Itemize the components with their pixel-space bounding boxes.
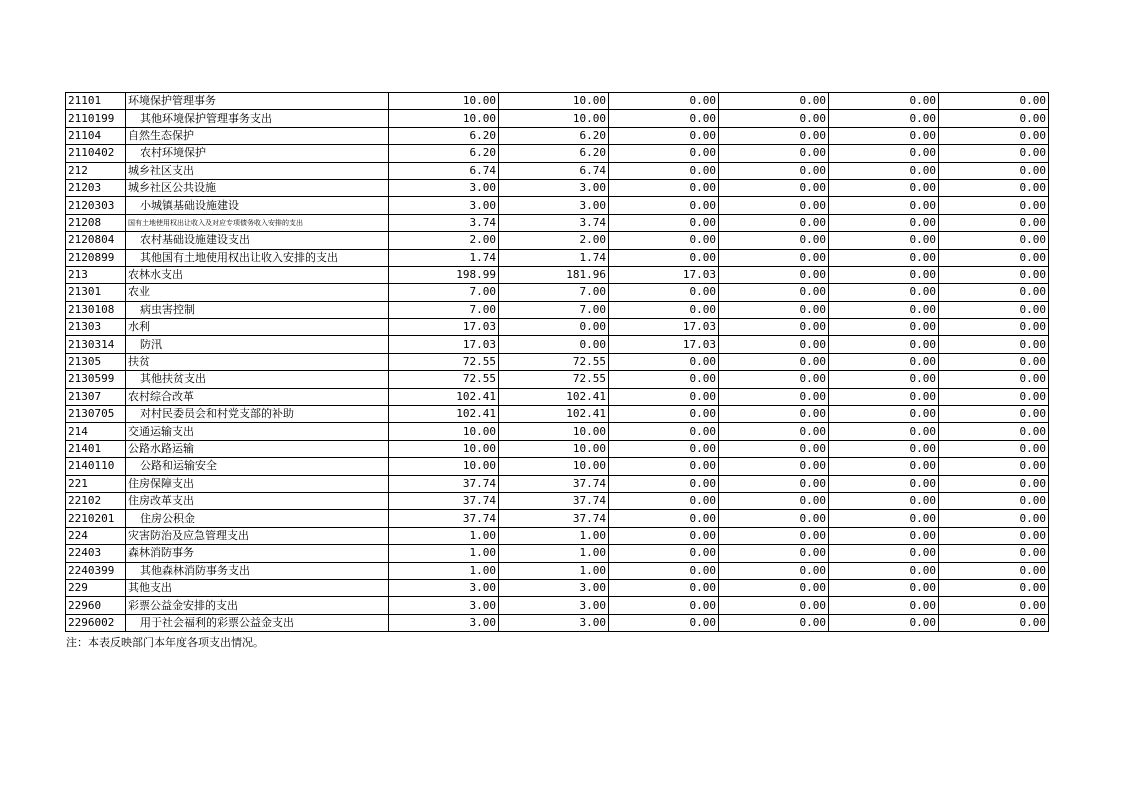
row-value-1: 3.00 — [389, 614, 499, 631]
row-name: 农村环境保护 — [126, 145, 389, 162]
row-value-5: 0.00 — [829, 614, 939, 631]
table-row — [66, 423, 1049, 440]
row-value-3: 0.00 — [609, 249, 719, 266]
row-value-6: 0.00 — [939, 197, 1049, 214]
table-row — [66, 458, 1049, 475]
row-value-2: 0.00 — [499, 336, 609, 353]
row-value-1: 1.00 — [389, 562, 499, 579]
row-value-3: 0.00 — [609, 579, 719, 596]
row-value-5: 0.00 — [829, 371, 939, 388]
row-code: 229 — [66, 579, 126, 596]
row-value-2: 1.00 — [499, 562, 609, 579]
row-value-2: 10.00 — [499, 93, 609, 110]
table-row — [66, 527, 1049, 544]
row-value-5: 0.00 — [829, 423, 939, 440]
row-name: 其他支出 — [126, 579, 389, 596]
row-value-3: 0.00 — [609, 527, 719, 544]
row-value-1: 10.00 — [389, 93, 499, 110]
row-value-1: 10.00 — [389, 110, 499, 127]
row-name: 农业 — [126, 284, 389, 301]
row-value-6: 0.00 — [939, 388, 1049, 405]
row-value-4: 0.00 — [719, 162, 829, 179]
row-value-6: 0.00 — [939, 492, 1049, 509]
row-value-1: 1.00 — [389, 527, 499, 544]
row-value-5: 0.00 — [829, 527, 939, 544]
row-value-5: 0.00 — [829, 249, 939, 266]
row-value-3: 0.00 — [609, 284, 719, 301]
row-code: 2120899 — [66, 249, 126, 266]
row-code: 2130108 — [66, 301, 126, 318]
row-value-1: 37.74 — [389, 475, 499, 492]
row-value-1: 7.00 — [389, 284, 499, 301]
row-name: 扶贫 — [126, 353, 389, 370]
row-value-4: 0.00 — [719, 562, 829, 579]
row-value-2: 3.00 — [499, 179, 609, 196]
row-name: 农村基础设施建设支出 — [126, 232, 389, 249]
row-value-1: 102.41 — [389, 388, 499, 405]
row-code: 2110199 — [66, 110, 126, 127]
row-value-1: 7.00 — [389, 301, 499, 318]
row-value-6: 0.00 — [939, 301, 1049, 318]
table-row — [66, 93, 1049, 110]
row-value-4: 0.00 — [719, 214, 829, 231]
row-value-5: 0.00 — [829, 232, 939, 249]
row-name: 城乡社区支出 — [126, 162, 389, 179]
expenditure-table — [65, 92, 1049, 632]
row-code: 2130705 — [66, 406, 126, 423]
row-value-5: 0.00 — [829, 162, 939, 179]
row-value-1: 37.74 — [389, 510, 499, 527]
row-value-1: 17.03 — [389, 336, 499, 353]
row-code: 2210201 — [66, 510, 126, 527]
row-name: 交通运输支出 — [126, 423, 389, 440]
row-value-5: 0.00 — [829, 93, 939, 110]
row-code: 21208 — [66, 214, 126, 231]
table-row — [66, 475, 1049, 492]
row-value-3: 0.00 — [609, 406, 719, 423]
table-row — [66, 545, 1049, 562]
row-name: 对村民委员会和村党支部的补助 — [126, 406, 389, 423]
table-body — [66, 93, 1049, 632]
row-value-2: 37.74 — [499, 510, 609, 527]
row-value-1: 6.20 — [389, 127, 499, 144]
row-value-5: 0.00 — [829, 214, 939, 231]
row-code: 21301 — [66, 284, 126, 301]
row-value-4: 0.00 — [719, 458, 829, 475]
row-value-6: 0.00 — [939, 579, 1049, 596]
row-value-4: 0.00 — [719, 353, 829, 370]
row-value-5: 0.00 — [829, 284, 939, 301]
row-value-3: 0.00 — [609, 458, 719, 475]
row-value-6: 0.00 — [939, 406, 1049, 423]
row-value-4: 0.00 — [719, 93, 829, 110]
row-value-5: 0.00 — [829, 440, 939, 457]
row-name: 用于社会福利的彩票公益金支出 — [126, 614, 389, 631]
row-name: 森林消防事务 — [126, 545, 389, 562]
table-row — [66, 336, 1049, 353]
row-value-6: 0.00 — [939, 232, 1049, 249]
row-value-3: 0.00 — [609, 145, 719, 162]
row-value-2: 6.20 — [499, 127, 609, 144]
row-value-2: 6.74 — [499, 162, 609, 179]
row-value-3: 0.00 — [609, 440, 719, 457]
row-value-2: 10.00 — [499, 110, 609, 127]
row-value-1: 72.55 — [389, 353, 499, 370]
row-value-6: 0.00 — [939, 214, 1049, 231]
row-value-6: 0.00 — [939, 597, 1049, 614]
row-value-1: 3.00 — [389, 197, 499, 214]
row-code: 214 — [66, 423, 126, 440]
row-value-1: 10.00 — [389, 440, 499, 457]
table-row — [66, 145, 1049, 162]
row-value-6: 0.00 — [939, 527, 1049, 544]
row-value-4: 0.00 — [719, 301, 829, 318]
row-value-3: 0.00 — [609, 423, 719, 440]
row-code: 2296002 — [66, 614, 126, 631]
row-value-2: 10.00 — [499, 423, 609, 440]
row-value-5: 0.00 — [829, 179, 939, 196]
row-value-4: 0.00 — [719, 440, 829, 457]
row-value-4: 0.00 — [719, 284, 829, 301]
row-name: 病虫害控制 — [126, 301, 389, 318]
row-code: 21303 — [66, 319, 126, 336]
table-row — [66, 353, 1049, 370]
table-row — [66, 406, 1049, 423]
row-value-3: 0.00 — [609, 510, 719, 527]
row-value-5: 0.00 — [829, 266, 939, 283]
row-name: 公路水路运输 — [126, 440, 389, 457]
row-name: 自然生态保护 — [126, 127, 389, 144]
row-value-1: 37.74 — [389, 492, 499, 509]
table-row — [66, 492, 1049, 509]
row-value-1: 1.00 — [389, 545, 499, 562]
row-name: 其他森林消防事务支出 — [126, 562, 389, 579]
row-value-3: 0.00 — [609, 353, 719, 370]
row-code: 2140110 — [66, 458, 126, 475]
row-value-6: 0.00 — [939, 336, 1049, 353]
row-code: 224 — [66, 527, 126, 544]
table-row — [66, 284, 1049, 301]
row-value-5: 0.00 — [829, 301, 939, 318]
row-code: 22102 — [66, 492, 126, 509]
table-row — [66, 510, 1049, 527]
row-value-5: 0.00 — [829, 353, 939, 370]
row-code: 2110402 — [66, 145, 126, 162]
row-value-3: 17.03 — [609, 319, 719, 336]
row-name: 小城镇基础设施建设 — [126, 197, 389, 214]
row-name: 城乡社区公共设施 — [126, 179, 389, 196]
row-value-1: 2.00 — [389, 232, 499, 249]
row-value-3: 0.00 — [609, 301, 719, 318]
row-value-5: 0.00 — [829, 545, 939, 562]
row-value-3: 0.00 — [609, 545, 719, 562]
row-value-6: 0.00 — [939, 353, 1049, 370]
row-code: 21104 — [66, 127, 126, 144]
table-row — [66, 127, 1049, 144]
row-value-6: 0.00 — [939, 93, 1049, 110]
table-row — [66, 214, 1049, 231]
row-name: 农林水支出 — [126, 266, 389, 283]
row-value-5: 0.00 — [829, 110, 939, 127]
row-value-6: 0.00 — [939, 145, 1049, 162]
row-value-4: 0.00 — [719, 110, 829, 127]
row-value-2: 10.00 — [499, 458, 609, 475]
row-value-3: 0.00 — [609, 562, 719, 579]
row-name: 公路和运输安全 — [126, 458, 389, 475]
row-value-5: 0.00 — [829, 458, 939, 475]
row-value-2: 72.55 — [499, 353, 609, 370]
row-value-6: 0.00 — [939, 266, 1049, 283]
table-row — [66, 197, 1049, 214]
table-row — [66, 371, 1049, 388]
row-value-3: 0.00 — [609, 162, 719, 179]
row-value-5: 0.00 — [829, 562, 939, 579]
row-value-3: 0.00 — [609, 388, 719, 405]
row-value-1: 10.00 — [389, 423, 499, 440]
row-value-5: 0.00 — [829, 579, 939, 596]
row-value-1: 6.20 — [389, 145, 499, 162]
table-row — [66, 249, 1049, 266]
row-name: 住房保障支出 — [126, 475, 389, 492]
row-name: 其他扶贫支出 — [126, 371, 389, 388]
row-value-6: 0.00 — [939, 179, 1049, 196]
row-value-5: 0.00 — [829, 319, 939, 336]
row-value-2: 10.00 — [499, 440, 609, 457]
row-value-6: 0.00 — [939, 319, 1049, 336]
row-value-4: 0.00 — [719, 492, 829, 509]
table-row — [66, 440, 1049, 457]
row-value-5: 0.00 — [829, 197, 939, 214]
row-value-2: 37.74 — [499, 475, 609, 492]
row-name: 住房公积金 — [126, 510, 389, 527]
row-value-2: 7.00 — [499, 284, 609, 301]
row-value-2: 181.96 — [499, 266, 609, 283]
row-value-4: 0.00 — [719, 510, 829, 527]
row-value-2: 3.74 — [499, 214, 609, 231]
row-value-2: 2.00 — [499, 232, 609, 249]
table-row — [66, 232, 1049, 249]
row-code: 2120303 — [66, 197, 126, 214]
row-value-2: 102.41 — [499, 388, 609, 405]
row-value-1: 6.74 — [389, 162, 499, 179]
row-value-1: 3.00 — [389, 579, 499, 596]
row-value-4: 0.00 — [719, 475, 829, 492]
row-value-2: 0.00 — [499, 319, 609, 336]
table-row — [66, 388, 1049, 405]
row-value-4: 0.00 — [719, 579, 829, 596]
row-code: 21401 — [66, 440, 126, 457]
row-code: 2130314 — [66, 336, 126, 353]
row-code: 22960 — [66, 597, 126, 614]
row-value-3: 0.00 — [609, 597, 719, 614]
row-code: 21305 — [66, 353, 126, 370]
row-value-1: 10.00 — [389, 458, 499, 475]
row-name: 住房改革支出 — [126, 492, 389, 509]
row-code: 213 — [66, 266, 126, 283]
row-value-2: 1.74 — [499, 249, 609, 266]
row-name: 灾害防治及应急管理支出 — [126, 527, 389, 544]
table-row — [66, 579, 1049, 596]
row-value-3: 0.00 — [609, 614, 719, 631]
row-value-4: 0.00 — [719, 406, 829, 423]
row-value-4: 0.00 — [719, 614, 829, 631]
row-value-5: 0.00 — [829, 406, 939, 423]
row-value-6: 0.00 — [939, 562, 1049, 579]
row-code: 21307 — [66, 388, 126, 405]
row-value-1: 1.74 — [389, 249, 499, 266]
row-name: 环境保护管理事务 — [126, 93, 389, 110]
row-value-3: 0.00 — [609, 127, 719, 144]
row-value-3: 0.00 — [609, 110, 719, 127]
table-row — [66, 614, 1049, 631]
table-row — [66, 266, 1049, 283]
row-name: 水利 — [126, 319, 389, 336]
row-value-6: 0.00 — [939, 162, 1049, 179]
row-value-1: 72.55 — [389, 371, 499, 388]
row-value-2: 3.00 — [499, 614, 609, 631]
row-value-6: 0.00 — [939, 249, 1049, 266]
table-row — [66, 562, 1049, 579]
row-value-4: 0.00 — [719, 179, 829, 196]
row-value-4: 0.00 — [719, 197, 829, 214]
row-name: 彩票公益金安排的支出 — [126, 597, 389, 614]
row-code: 22403 — [66, 545, 126, 562]
row-value-3: 0.00 — [609, 197, 719, 214]
row-value-3: 0.00 — [609, 179, 719, 196]
row-value-3: 0.00 — [609, 232, 719, 249]
row-value-5: 0.00 — [829, 492, 939, 509]
row-value-4: 0.00 — [719, 388, 829, 405]
table-row — [66, 319, 1049, 336]
row-value-6: 0.00 — [939, 510, 1049, 527]
row-value-4: 0.00 — [719, 336, 829, 353]
row-value-1: 3.74 — [389, 214, 499, 231]
row-value-4: 0.00 — [719, 266, 829, 283]
row-value-3: 0.00 — [609, 93, 719, 110]
row-name: 防汛 — [126, 336, 389, 353]
row-value-5: 0.00 — [829, 388, 939, 405]
table-row — [66, 597, 1049, 614]
row-name: 其他国有土地使用权出让收入安排的支出 — [126, 249, 389, 266]
row-code: 2130599 — [66, 371, 126, 388]
row-value-2: 6.20 — [499, 145, 609, 162]
row-value-2: 3.00 — [499, 197, 609, 214]
row-value-4: 0.00 — [719, 545, 829, 562]
row-value-3: 0.00 — [609, 214, 719, 231]
row-value-6: 0.00 — [939, 284, 1049, 301]
table-row — [66, 179, 1049, 196]
row-value-1: 3.00 — [389, 597, 499, 614]
row-value-2: 1.00 — [499, 527, 609, 544]
row-value-4: 0.00 — [719, 597, 829, 614]
row-value-4: 0.00 — [719, 145, 829, 162]
row-value-5: 0.00 — [829, 510, 939, 527]
row-name: 其他环境保护管理事务支出 — [126, 110, 389, 127]
row-value-5: 0.00 — [829, 336, 939, 353]
row-value-4: 0.00 — [719, 527, 829, 544]
row-value-2: 37.74 — [499, 492, 609, 509]
row-code: 21101 — [66, 93, 126, 110]
row-value-5: 0.00 — [829, 475, 939, 492]
row-value-4: 0.00 — [719, 249, 829, 266]
row-code: 21203 — [66, 179, 126, 196]
row-value-5: 0.00 — [829, 127, 939, 144]
row-value-6: 0.00 — [939, 440, 1049, 457]
table-row — [66, 110, 1049, 127]
row-code: 2120804 — [66, 232, 126, 249]
row-value-4: 0.00 — [719, 371, 829, 388]
row-value-3: 0.00 — [609, 371, 719, 388]
row-value-2: 7.00 — [499, 301, 609, 318]
row-value-5: 0.00 — [829, 145, 939, 162]
row-code: 221 — [66, 475, 126, 492]
row-name: 农村综合改革 — [126, 388, 389, 405]
row-value-2: 72.55 — [499, 371, 609, 388]
row-value-1: 17.03 — [389, 319, 499, 336]
row-value-3: 17.03 — [609, 336, 719, 353]
row-code: 2240399 — [66, 562, 126, 579]
row-value-1: 3.00 — [389, 179, 499, 196]
row-value-4: 0.00 — [719, 232, 829, 249]
row-value-6: 0.00 — [939, 475, 1049, 492]
row-value-3: 0.00 — [609, 492, 719, 509]
row-value-6: 0.00 — [939, 614, 1049, 631]
row-code: 212 — [66, 162, 126, 179]
row-value-6: 0.00 — [939, 458, 1049, 475]
row-value-2: 3.00 — [499, 579, 609, 596]
table-row — [66, 162, 1049, 179]
table-row — [66, 301, 1049, 318]
row-name: 国有土地使用权出让收入及对应专项债务收入安排的支出 — [126, 214, 389, 231]
row-value-4: 0.00 — [719, 127, 829, 144]
row-value-6: 0.00 — [939, 423, 1049, 440]
row-value-2: 1.00 — [499, 545, 609, 562]
row-value-4: 0.00 — [719, 319, 829, 336]
table-note: 注：本表反映部门本年度各项支出情况。 — [66, 636, 264, 649]
row-value-1: 102.41 — [389, 406, 499, 423]
row-value-6: 0.00 — [939, 110, 1049, 127]
row-value-6: 0.00 — [939, 545, 1049, 562]
row-value-5: 0.00 — [829, 597, 939, 614]
row-value-6: 0.00 — [939, 127, 1049, 144]
row-value-2: 3.00 — [499, 597, 609, 614]
row-value-1: 198.99 — [389, 266, 499, 283]
row-value-3: 17.03 — [609, 266, 719, 283]
row-value-6: 0.00 — [939, 371, 1049, 388]
row-value-3: 0.00 — [609, 475, 719, 492]
row-value-4: 0.00 — [719, 423, 829, 440]
row-value-2: 102.41 — [499, 406, 609, 423]
